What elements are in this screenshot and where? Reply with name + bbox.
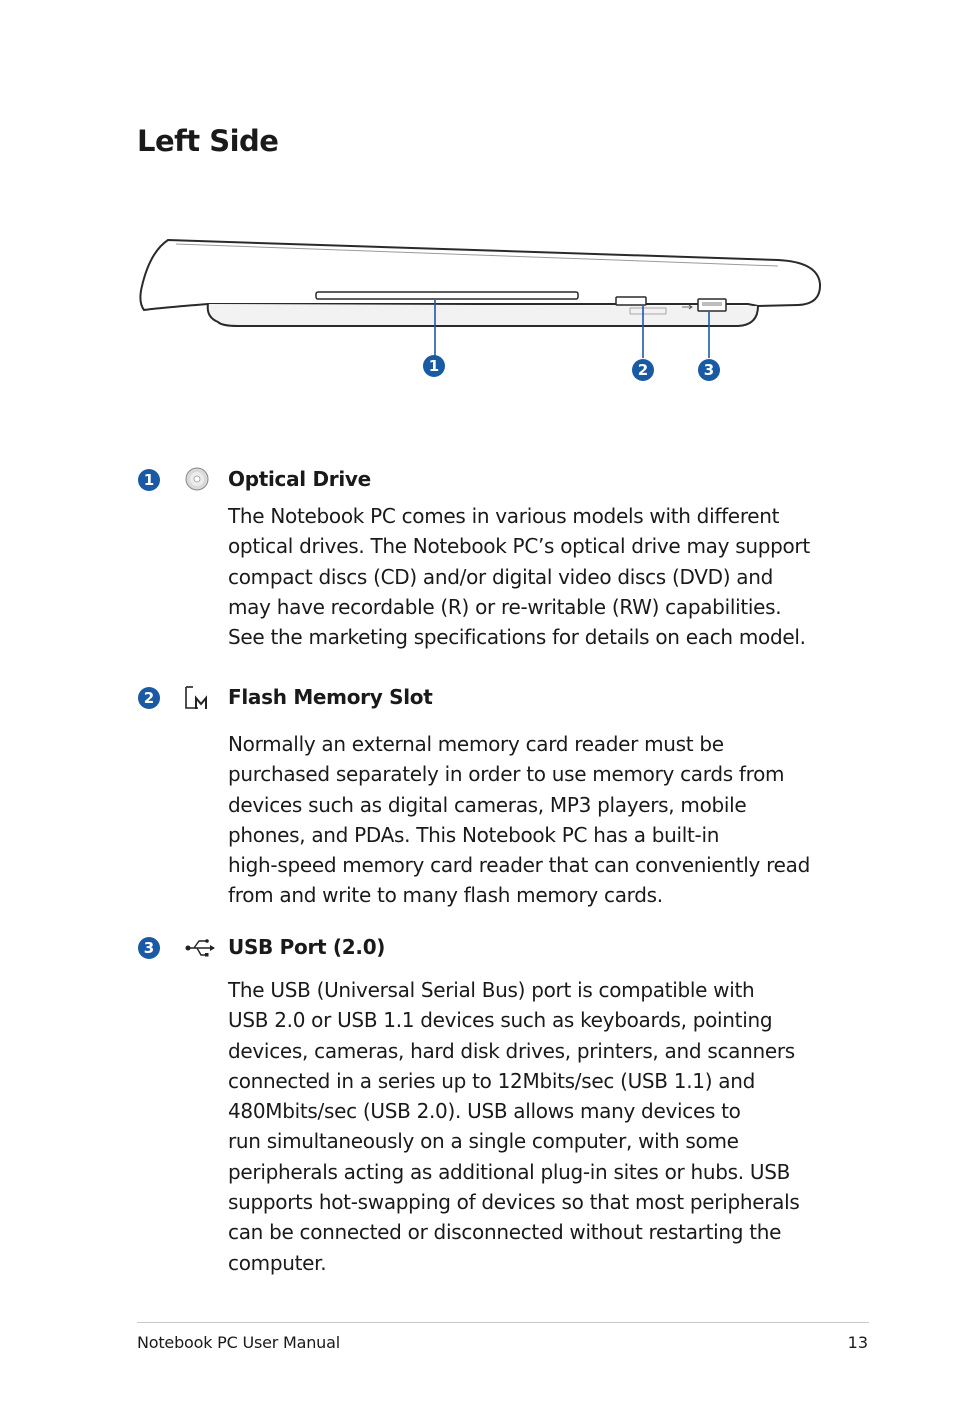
item-number-1: 1	[138, 469, 160, 491]
item-optical-drive	[138, 467, 838, 667]
footer-manual-name: Notebook PC User Manual	[137, 1333, 340, 1352]
laptop-illustration	[138, 222, 828, 392]
item-description: Normally an external memory card reader must be purchased separately in order to use memory cards from devices such as digital cameras, MP3 players, mobile phones, and PDAs. This Notebook PC has a built-in high-speed memory card reader that can conveniently read from and write to many flash memory cards.	[228, 732, 810, 908]
diagram-callout-1: 1	[423, 355, 445, 377]
card-reader-slot	[616, 297, 646, 305]
usb-icon	[184, 935, 212, 961]
item-title: Optical Drive	[228, 467, 371, 491]
footer-divider	[137, 1322, 869, 1323]
item-number-3: 3	[138, 937, 160, 959]
item-flash-memory-slot	[138, 685, 838, 915]
item-number-2: 2	[138, 687, 160, 709]
laptop-left-side-diagram	[138, 222, 828, 392]
optical-drive-slot	[316, 292, 578, 299]
diagram-callout-2: 2	[632, 359, 654, 381]
item-description: The Notebook PC comes in various models with different optical drives. The Notebook PC’s optical drive may support compact discs (CD) and/or digital video discs (DVD) and may have recordable (R) or re-writable (RW) capabilities. See the marketing specifications for details on each model.	[228, 504, 810, 650]
item-title: USB Port (2.0)	[228, 935, 386, 959]
diagram-callout-3: 3	[698, 359, 720, 381]
optical-disc-icon	[184, 467, 212, 493]
item-title: Flash Memory Slot	[228, 685, 433, 709]
memory-card-icon	[184, 685, 212, 711]
footer-page-number: 13	[847, 1333, 868, 1352]
item-description: The USB (Universal Serial Bus) port is compatible with USB 2.0 or USB 1.1 devices such as keyboards, pointing devices, cameras, hard disk drives, printers, and scanners connected in a series up to 12Mbits/sec (USB 1.1) and 480Mbits/sec (USB 2.0). USB allows many devices to run simultaneously on a single computer, with some peripherals acting as additional plug-in sites or hubs. USB supports hot-swapping of devices so that most peripherals can be connected or disconnected without restarting the computer.	[228, 978, 800, 1275]
page-title: Left Side	[137, 124, 279, 158]
item-usb-port	[138, 935, 838, 1285]
